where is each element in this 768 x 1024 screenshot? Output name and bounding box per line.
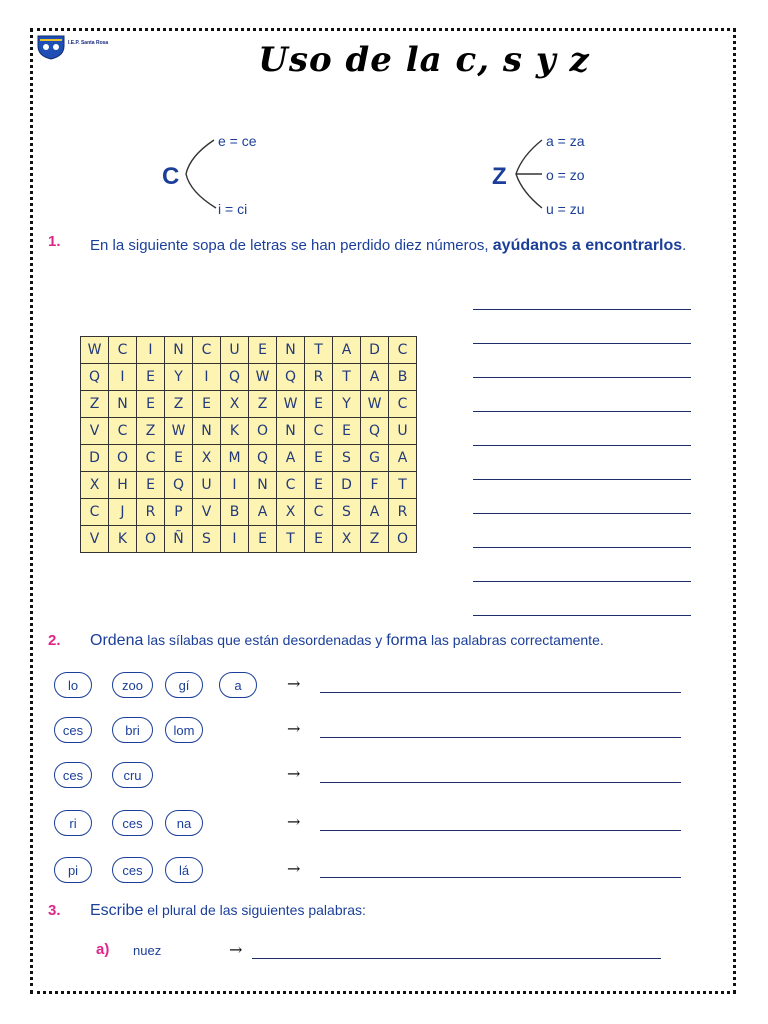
syllable-bubble: ces <box>54 762 92 788</box>
word-answer-line[interactable] <box>320 877 681 878</box>
answer-line[interactable] <box>473 377 691 378</box>
syllable-bubble: ces <box>112 810 153 836</box>
grid-cell[interactable]: R <box>137 499 165 526</box>
grid-cell[interactable]: N <box>109 391 137 418</box>
answer-line[interactable] <box>473 581 691 582</box>
question-2-keyword-ordena: Ordena <box>90 632 144 649</box>
grid-cell[interactable]: W <box>165 418 193 445</box>
item-a-word: nuez <box>133 943 162 958</box>
letter-z: Z <box>492 163 507 190</box>
grid-cell[interactable]: Z <box>137 418 165 445</box>
grid-cell[interactable]: S <box>333 445 361 472</box>
word-answer-line[interactable] <box>320 692 681 693</box>
question-3-keyword-escribe: Escribe <box>90 902 144 919</box>
answer-line[interactable] <box>473 411 691 412</box>
grid-cell[interactable]: C <box>109 418 137 445</box>
school-logo-text: I.E.P. Santa Rosa <box>68 40 109 46</box>
grid-cell[interactable]: C <box>193 337 221 364</box>
grid-cell[interactable]: O <box>249 418 277 445</box>
grid-cell[interactable]: N <box>193 418 221 445</box>
question-3-text-part1: el plural de las siguientes palabras: <box>143 902 366 918</box>
syllable-bubble: ces <box>54 717 92 743</box>
question-3-number: 3. <box>48 902 61 919</box>
syllable-bubble: na <box>165 810 203 836</box>
word-search-grid <box>80 336 417 553</box>
question-2-text-part2: las palabras correctamente. <box>427 632 604 648</box>
item-a-answer-line[interactable] <box>252 958 661 959</box>
grid-cell[interactable]: N <box>277 337 305 364</box>
page-title: Uso de la c, s y z <box>258 40 590 80</box>
grid-cell[interactable]: O <box>137 526 165 553</box>
grid-cell[interactable]: E <box>249 337 277 364</box>
grid-cell[interactable]: S <box>333 499 361 526</box>
grid-row <box>81 526 417 553</box>
syllable-bubble: lom <box>165 717 203 743</box>
arrow-icon: → <box>287 812 301 831</box>
item-a-arrow-icon: → <box>229 940 243 959</box>
grid-cell[interactable]: E <box>137 472 165 499</box>
grid-cell[interactable]: Q <box>81 364 109 391</box>
grid-cell[interactable]: T <box>305 337 333 364</box>
grid-cell[interactable]: T <box>333 364 361 391</box>
grid-cell[interactable]: X <box>81 472 109 499</box>
grid-cell[interactable]: Y <box>333 391 361 418</box>
grid-cell[interactable]: C <box>305 499 333 526</box>
answer-line[interactable] <box>473 513 691 514</box>
grid-cell[interactable]: U <box>389 418 417 445</box>
grid-cell[interactable]: S <box>193 526 221 553</box>
grid-cell[interactable]: P <box>165 499 193 526</box>
syllable-bubble: gí <box>165 672 203 698</box>
question-1-text <box>90 232 722 260</box>
word-answer-line[interactable] <box>320 830 681 831</box>
arrow-icon: → <box>287 859 301 878</box>
syllable-bubble: ri <box>54 810 92 836</box>
question-1-highlight: ayúdanos a encontrarlos <box>492 237 683 254</box>
item-a-label: a) <box>96 941 110 958</box>
grid-cell[interactable]: J <box>109 499 137 526</box>
grid-cell[interactable]: C <box>277 472 305 499</box>
grid-cell[interactable]: I <box>193 364 221 391</box>
grid-cell[interactable]: K <box>109 526 137 553</box>
grid-cell[interactable]: W <box>81 337 109 364</box>
grid-row <box>81 472 417 499</box>
grid-cell[interactable]: C <box>389 337 417 364</box>
grid-cell[interactable]: B <box>389 364 417 391</box>
grid-cell[interactable]: W <box>277 391 305 418</box>
grid-cell[interactable]: D <box>333 472 361 499</box>
grid-cell[interactable]: I <box>221 526 249 553</box>
grid-cell[interactable]: A <box>249 499 277 526</box>
grid-cell[interactable]: A <box>361 499 389 526</box>
grid-cell[interactable]: R <box>305 364 333 391</box>
arrow-icon: → <box>287 719 301 738</box>
grid-cell[interactable]: Q <box>249 445 277 472</box>
question-1-end: . <box>682 237 687 254</box>
grid-cell[interactable]: B <box>221 499 249 526</box>
syllable-bubble: pi <box>54 857 92 883</box>
word-answer-line[interactable] <box>320 782 681 783</box>
grid-cell[interactable]: I <box>109 364 137 391</box>
grid-cell[interactable]: Z <box>165 391 193 418</box>
question-2-text-part1: las sílabas que están desordenadas y <box>143 632 387 648</box>
grid-cell[interactable]: C <box>109 337 137 364</box>
grid-cell[interactable]: T <box>389 472 417 499</box>
syllable-bubble: zoo <box>112 672 153 698</box>
syllable-bubble: cru <box>112 762 153 788</box>
grid-row <box>81 418 417 445</box>
grid-cell[interactable]: E <box>305 526 333 553</box>
grid-cell[interactable]: D <box>81 445 109 472</box>
grid-cell[interactable]: A <box>333 337 361 364</box>
grid-cell[interactable]: N <box>249 472 277 499</box>
grid-cell[interactable]: F <box>361 472 389 499</box>
grid-cell[interactable]: V <box>81 526 109 553</box>
question-2-keyword-forma: forma <box>386 632 428 649</box>
grid-cell[interactable]: Z <box>361 526 389 553</box>
syllable-bubble: bri <box>112 717 153 743</box>
grid-row <box>81 499 417 526</box>
rule-zo: o = zo <box>546 167 585 183</box>
grid-cell[interactable]: K <box>221 418 249 445</box>
grid-cell[interactable]: H <box>109 472 137 499</box>
grid-cell[interactable]: X <box>221 391 249 418</box>
grid-cell[interactable]: W <box>249 364 277 391</box>
grid-cell[interactable]: T <box>277 526 305 553</box>
question-1-number: 1. <box>48 233 61 250</box>
arrow-icon: → <box>287 764 301 783</box>
grid-cell[interactable]: R <box>389 499 417 526</box>
grid-cell[interactable]: E <box>193 391 221 418</box>
rule-ci: i = ci <box>218 201 248 217</box>
grid-cell[interactable]: Q <box>361 418 389 445</box>
grid-cell[interactable]: I <box>221 472 249 499</box>
answer-line[interactable] <box>473 445 691 446</box>
answer-line[interactable] <box>473 547 691 548</box>
grid-cell[interactable]: I <box>137 337 165 364</box>
grid-cell[interactable]: C <box>137 445 165 472</box>
arrow-icon: → <box>287 674 301 693</box>
grid-cell[interactable]: Z <box>249 391 277 418</box>
grid-cell[interactable]: C <box>389 391 417 418</box>
grid-cell[interactable]: W <box>361 391 389 418</box>
grid-cell[interactable]: C <box>81 499 109 526</box>
grid-cell[interactable]: X <box>193 445 221 472</box>
grid-row <box>81 391 417 418</box>
grid-cell[interactable]: U <box>193 472 221 499</box>
grid-cell[interactable]: G <box>361 445 389 472</box>
grid-row <box>81 445 417 472</box>
question-1-instruction: En la siguiente sopa de letras se han perdido diez números, <box>90 237 489 254</box>
grid-cell[interactable]: Q <box>221 364 249 391</box>
syllable-bubble: a <box>219 672 257 698</box>
grid-cell[interactable]: Q <box>165 472 193 499</box>
grid-cell[interactable]: N <box>165 337 193 364</box>
grid-row <box>81 337 417 364</box>
grid-cell[interactable]: E <box>165 445 193 472</box>
grid-cell[interactable]: V <box>81 418 109 445</box>
grid-cell[interactable]: E <box>305 472 333 499</box>
grid-cell[interactable]: V <box>193 499 221 526</box>
grid-cell[interactable]: M <box>221 445 249 472</box>
grid-cell[interactable]: E <box>137 391 165 418</box>
grid-cell[interactable]: Ñ <box>165 526 193 553</box>
answer-line[interactable] <box>473 479 691 480</box>
grid-cell[interactable]: O <box>109 445 137 472</box>
grid-cell[interactable]: E <box>333 418 361 445</box>
syllable-bubble: ces <box>112 857 153 883</box>
question-2-text <box>90 632 604 650</box>
syllable-bubble: lá <box>165 857 203 883</box>
grid-cell[interactable]: Z <box>81 391 109 418</box>
grid-cell[interactable]: Q <box>277 364 305 391</box>
grid-cell[interactable]: O <box>389 526 417 553</box>
rule-diagram <box>0 126 768 222</box>
grid-cell[interactable]: N <box>277 418 305 445</box>
grid-cell[interactable]: E <box>305 445 333 472</box>
grid-cell[interactable]: E <box>137 364 165 391</box>
word-answer-line[interactable] <box>320 737 681 738</box>
grid-cell[interactable]: E <box>249 526 277 553</box>
rule-zu: u = zu <box>546 201 585 217</box>
grid-cell[interactable]: D <box>361 337 389 364</box>
grid-cell[interactable]: Y <box>165 364 193 391</box>
grid-cell[interactable]: A <box>389 445 417 472</box>
rule-ce: e = ce <box>218 133 257 149</box>
grid-cell[interactable]: X <box>277 499 305 526</box>
question-3-text <box>90 902 366 920</box>
grid-cell[interactable]: X <box>333 526 361 553</box>
grid-cell[interactable]: U <box>221 337 249 364</box>
grid-cell[interactable]: C <box>305 418 333 445</box>
question-2-number: 2. <box>48 632 61 649</box>
grid-cell[interactable]: A <box>277 445 305 472</box>
grid-row <box>81 364 417 391</box>
rule-za: a = za <box>546 133 585 149</box>
answer-line[interactable] <box>473 343 691 344</box>
answer-line[interactable] <box>473 615 691 616</box>
answer-line[interactable] <box>473 309 691 310</box>
grid-cell[interactable]: A <box>361 364 389 391</box>
syllable-bubble: lo <box>54 672 92 698</box>
letter-c: C <box>162 163 180 190</box>
grid-cell[interactable]: E <box>305 391 333 418</box>
